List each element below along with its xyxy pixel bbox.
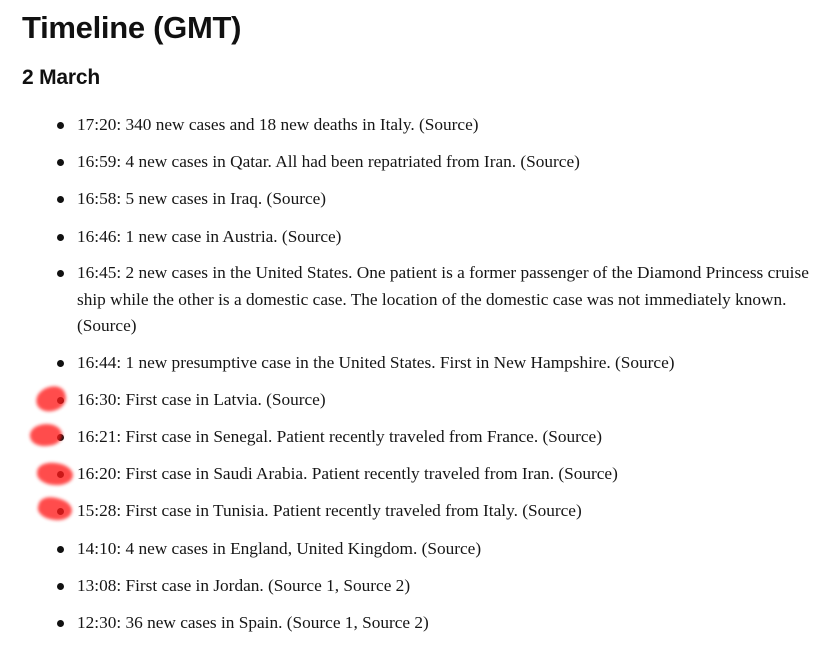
bullet-icon	[57, 270, 64, 277]
bullet-icon	[57, 583, 64, 590]
timeline-entry	[77, 610, 812, 637]
bullet-icon	[57, 122, 64, 129]
entry-text: 12:30: 36 new cases in Spain. (Source 1, Source 2)	[77, 613, 429, 632]
entry-text: 16:21: First case in Senegal. Patient recently traveled from France. (Source)	[77, 427, 602, 446]
timeline-entry	[77, 149, 812, 176]
page-title: Timeline (GMT)	[22, 10, 242, 45]
bullet-icon	[57, 360, 64, 367]
timeline-entry-highlighted	[77, 424, 812, 451]
entry-text: 16:45: 2 new cases in the United States. One patient is a former passenger of the Diamond Princess cruise ship while the other is a domestic case. The location of the domestic case was not immediately known. (Source)	[77, 263, 809, 335]
entry-text: 13:08: First case in Jordan. (Source 1, Source 2)	[77, 576, 411, 595]
bullet-icon	[57, 546, 64, 553]
red-highlight-mark	[33, 384, 68, 415]
timeline-entry	[77, 224, 812, 251]
entry-text: 16:44: 1 new presumptive case in the United States. First in New Hampshire. (Source)	[77, 353, 675, 372]
timeline-entry	[77, 186, 812, 213]
timeline-entry	[77, 260, 812, 340]
red-highlight-mark	[29, 422, 64, 448]
bullet-icon	[57, 620, 64, 627]
timeline-entry	[77, 573, 812, 600]
red-highlight-mark	[36, 462, 73, 486]
bullet-icon	[57, 234, 64, 241]
timeline-entry	[77, 536, 812, 563]
bullet-icon	[57, 196, 64, 203]
timeline-entry	[77, 350, 812, 377]
entry-text: 16:59: 4 new cases in Qatar. All had been repatriated from Iran. (Source)	[77, 152, 580, 171]
entry-text: 16:58: 5 new cases in Iraq. (Source)	[77, 189, 327, 208]
date-heading: 2 March	[22, 66, 100, 89]
timeline-entry	[77, 112, 812, 139]
entry-text: 16:46: 1 new case in Austria. (Source)	[77, 227, 342, 246]
timeline-entry-highlighted	[77, 387, 812, 414]
timeline-entry-highlighted	[77, 461, 812, 488]
entry-text: 16:30: First case in Latvia. (Source)	[77, 390, 326, 409]
entry-text: 16:20: First case in Saudi Arabia. Patient recently traveled from Iran. (Source)	[77, 464, 618, 483]
entry-text: 14:10: 4 new cases in England, United Kingdom. (Source)	[77, 539, 482, 558]
timeline-entry-highlighted	[77, 498, 812, 525]
red-highlight-mark	[36, 494, 74, 524]
bullet-icon	[57, 159, 64, 166]
entry-text: 15:28: First case in Tunisia. Patient recently traveled from Italy. (Source)	[77, 501, 582, 520]
entry-text: 17:20: 340 new cases and 18 new deaths in Italy. (Source)	[77, 115, 479, 134]
